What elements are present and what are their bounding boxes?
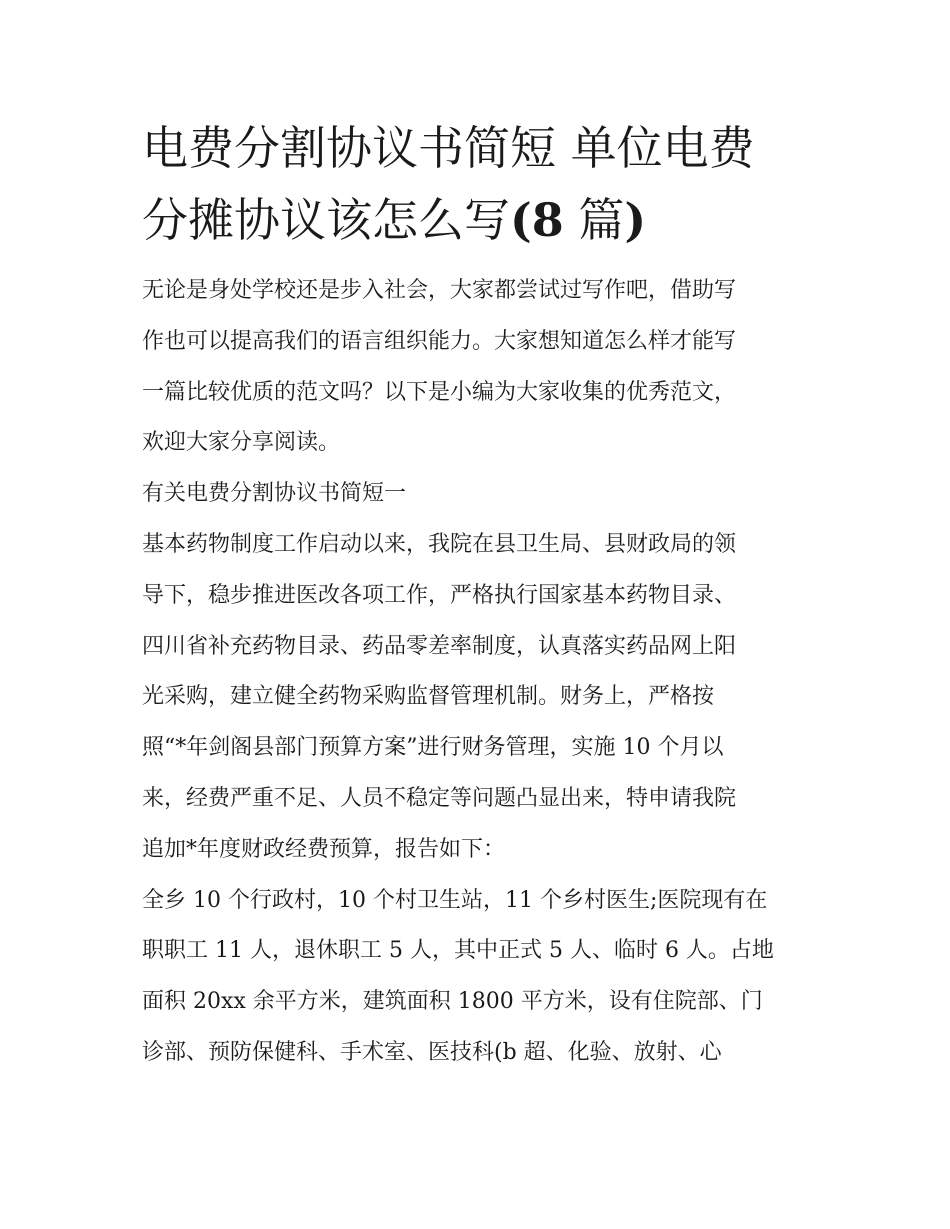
intro-line-3: 一篇比较优质的范文吗？以下是小编为大家收集的优秀范文， [142, 379, 737, 405]
intro-line-4: 欢迎大家分享阅读。 [142, 430, 341, 456]
body1-line-5: 照“*年剑阁县部门预算方案”进行财务管理，实施 10 个月以 [142, 735, 724, 761]
section-heading-text: 有关电费分割协议书简短一 [142, 481, 407, 507]
body-paragraph-2 [142, 876, 814, 1079]
body-paragraph-1 [142, 520, 814, 876]
body2-line-1: 全乡 10 个行政村，10 个村卫生站，11 个乡村医生;医院现有在 [142, 887, 768, 913]
body1-line-4: 光采购，建立健全药物采购监督管理机制。财务上，严格按 [142, 684, 715, 710]
intro-paragraph [142, 266, 814, 469]
body1-line-1: 基本药物制度工作启动以来，我院在县卫生局、县财政局的领 [142, 531, 737, 557]
document-title [142, 112, 814, 256]
body2-line-4: 诊部、预防保健科、手术室、医技科(b 超、化验、放射、心 [142, 1039, 722, 1065]
body1-line-2: 导下，稳步推进医改各项工作，严格执行国家基本药物目录、 [142, 582, 737, 608]
section-heading [142, 469, 814, 520]
body2-line-2: 职职工 11 人，退休职工 5 人，其中正式 5 人、临时 6 人。占地 [142, 938, 774, 964]
intro-line-1: 无论是身处学校还是步入社会，大家都尝试过写作吧，借助写 [142, 278, 737, 303]
body1-line-7: 追加*年度财政经费预算，报告如下： [142, 836, 506, 862]
body1-line-3: 四川省补充药物目录、药品零差率制度，认真落实药品网上阳 [142, 633, 737, 659]
document-content [142, 112, 814, 1079]
title-line-1: 电费分割协议书简短 单位电费 [142, 121, 755, 175]
body1-line-6: 来，经费严重不足、人员不稳定等问题凸显出来，特申请我院 [142, 785, 737, 811]
title-line-2: 分摊协议该怎么写(8 篇) [142, 193, 647, 247]
body2-line-3: 面积 20xx 余平方米，建筑面积 1800 平方米，设有住院部、门 [142, 989, 763, 1015]
intro-line-2: 作也可以提高我们的语言组织能力。大家想知道怎么样才能写 [142, 328, 737, 354]
